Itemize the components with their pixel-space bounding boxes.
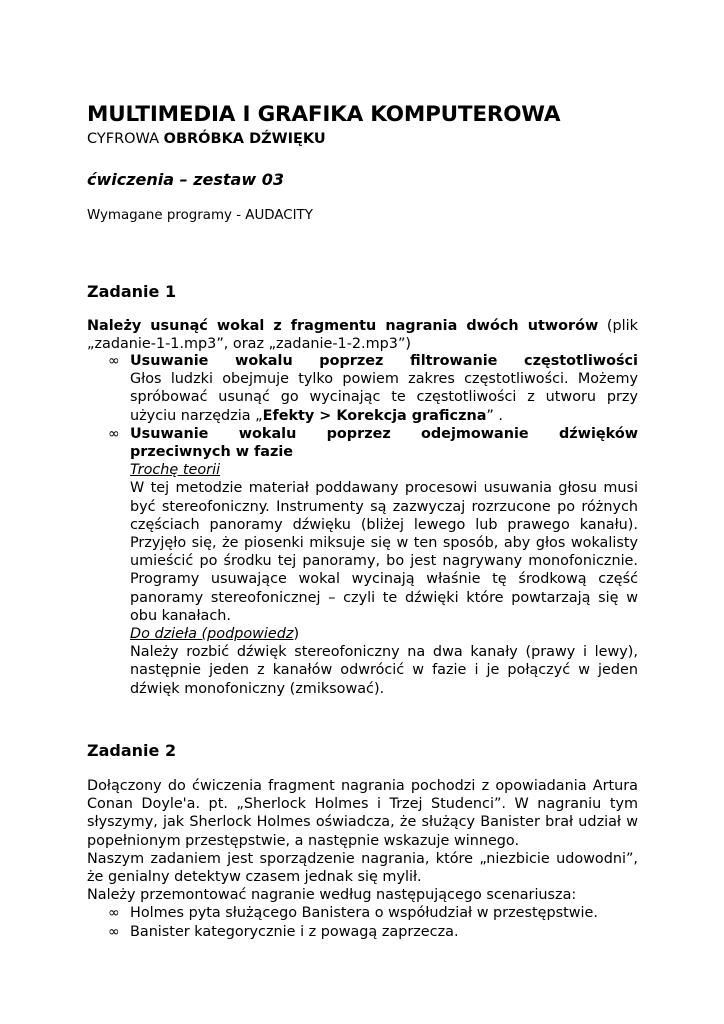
task2-heading: Zadanie 2 — [87, 741, 177, 760]
item2-title-line1: Usuwanie wokalu poprzez odejmowanie dźwięków — [130, 425, 638, 442]
item2-hint-close: ) — [293, 626, 300, 643]
item1-title: Usuwanie wokalu poprzez filtrowanie częstotliwości — [130, 353, 638, 369]
required-programs: Wymagane programy - AUDACITY — [87, 208, 313, 223]
task2-list — [87, 904, 638, 940]
document-subtitle — [87, 129, 638, 149]
item2-hint-label-row — [130, 625, 638, 643]
task2-para1: Dołączony do ćwiczenia fragment nagrania pochodzi z opowiadania Artura Conan Doyle'a. pt. „Sherlock Holmes i Trzej Studenci”. W nagraniu tym słyszymy, jak Sherlock Holmes oświadcza, że służący Banister brał udział w popełnionym przestępstwie, a następnie wskazuje winnego. — [87, 778, 638, 849]
list-item — [87, 425, 638, 698]
subtitle-prefix: CYFROWA — [87, 131, 164, 147]
item2-title-line2: przeciwnych w fazie — [130, 444, 294, 461]
task1-intro-bold: Należy usunąć wokal z fragmentu nagrania dwóch utworów — [87, 318, 599, 334]
item2-hint-label: Do dzieła (podpowiedz — [130, 626, 294, 643]
subtitle-bold: OBRÓBKA DŹWIĘKU — [163, 131, 326, 147]
item2-theory-label: Trochę teorii — [130, 462, 221, 479]
infinity-bullet-icon: ∞ — [108, 905, 120, 922]
task1-heading: Zadanie 1 — [87, 282, 177, 301]
task1-intro-tail: (plik — [598, 318, 639, 334]
list-item — [87, 923, 638, 941]
task1-list — [87, 352, 638, 698]
list-item — [87, 352, 638, 425]
task2-item-1: Holmes pyta służącego Banistera o współudział w przestępstwie. — [130, 905, 598, 922]
item1-quote-close: ” . — [486, 407, 504, 424]
task1-intro-line1 — [87, 317, 638, 335]
item1-menu-path: Efekty > Korekcja graficzna — [262, 407, 487, 424]
infinity-bullet-icon: ∞ — [108, 425, 120, 442]
task1-intro-line2: „zadanie-1-1.mp3”, oraz „zadanie-1-2.mp3”) — [87, 336, 412, 353]
infinity-bullet-icon: ∞ — [108, 923, 120, 940]
list-item — [87, 904, 638, 922]
infinity-bullet-icon: ∞ — [108, 353, 120, 369]
item2-theory-text: W tej metodzie materiał poddawany procesowi usuwania głosu musi być stereofoniczny. Instrumenty są zazwyczaj rozrzucone po różnych częściach panoramy dźwięku (bliżej lewego lub prawego kanału). Przyjęło się, że piosenki miksuje się w ten sposób, aby głos wokalisty umieścić po środku tej panoramy, bo jest nagrywany monofonicznie. Programy usuwające wokal wycinają właśnie tę środkową część panoramy stereofonicznej – czyli te dźwięki które powtarzają się w obu kanałach. — [130, 480, 638, 624]
item1-quote-open: „ — [255, 407, 263, 424]
task2-para2: Naszym zadaniem jest sporządzenie nagrania, które „niezbicie udowodni”, że genialny detektyw czasem jednak się mylił. — [87, 850, 638, 886]
task2-item-2: Banister kategorycznie i z powagą zaprzecza. — [130, 923, 459, 940]
item1-text-before: Głos ludzki obejmuje tylko powiem zakres częstotliwości. Możemy spróbować usunąć go wycinając te częstotliwości z utworu przy użyciu narzędzia — [130, 371, 638, 424]
item2-hint-text: Należy rozbić dźwięk stereofoniczny na dwa kanały (prawy i lewy), następnie jeden z kanałów odwrócić w fazie i je połączyć w jeden dźwięk monofoniczny (zmiksować). — [130, 644, 638, 697]
document-title: MULTIMEDIA I GRAFIKA KOMPUTEROWA — [87, 102, 561, 127]
exercise-set-label: ćwiczenia – zestaw 03 — [87, 170, 284, 189]
item1-text — [130, 370, 638, 425]
task2-body — [87, 777, 638, 941]
item2-theory-label-row — [130, 461, 638, 479]
task2-para3: Należy przemontować nagranie według następującego scenariusza: — [87, 887, 577, 904]
task1-intro — [87, 317, 638, 353]
